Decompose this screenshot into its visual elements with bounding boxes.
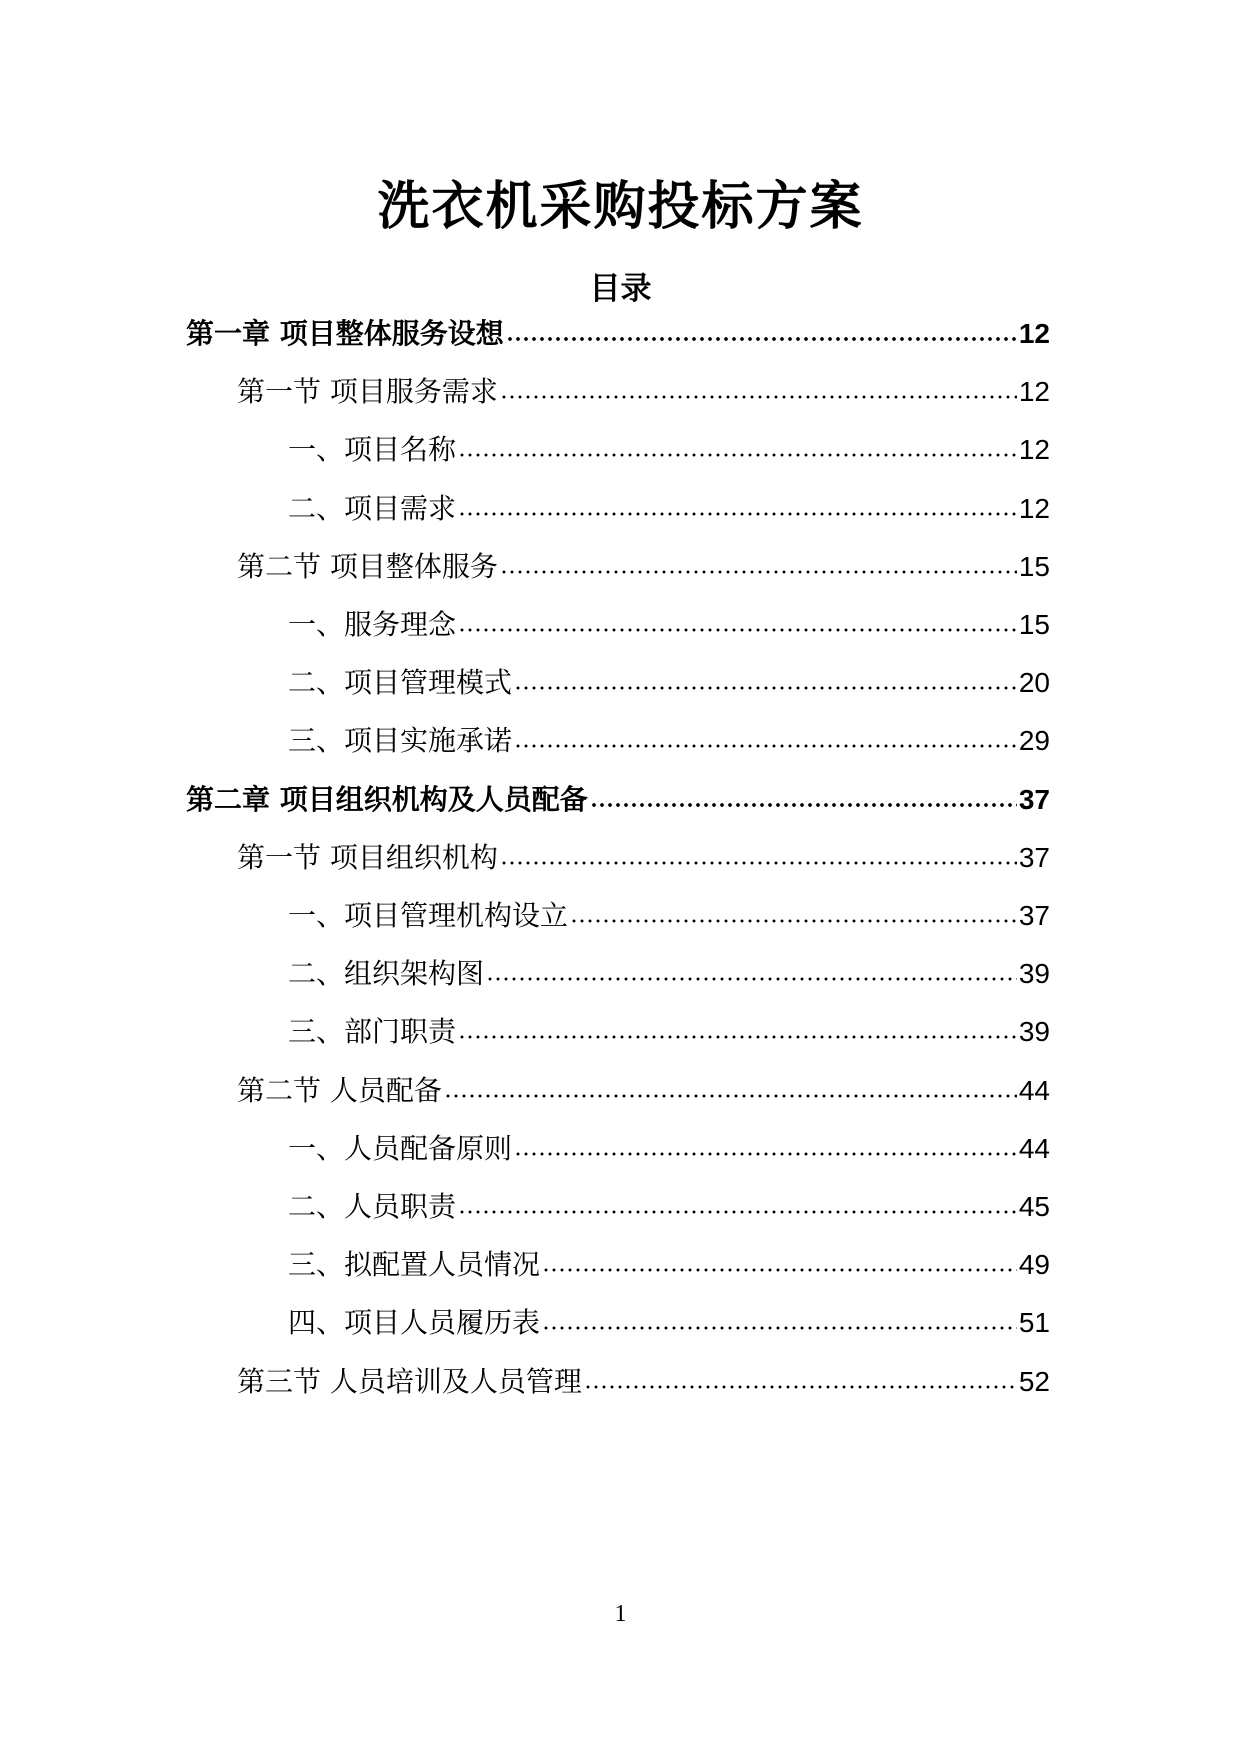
- toc-entry-label: 三、项目实施承诺: [288, 724, 513, 758]
- toc-entry[interactable]: [288, 1243, 1050, 1287]
- toc-entry-page: 49: [1018, 1249, 1050, 1281]
- document-title: 洗衣机采购投标方案: [377, 177, 864, 237]
- toc-leader-dots: [514, 685, 1017, 691]
- toc-heading: 目录: [589, 271, 652, 307]
- toc-leader-dots: [458, 452, 1017, 458]
- toc-leader-dots: [458, 627, 1017, 633]
- toc-entry-label: 第二章 项目组织机构及人员配备: [186, 782, 588, 816]
- toc-entry-label: 一、项目管理机构设立: [288, 899, 569, 932]
- toc-entry[interactable]: [288, 719, 1050, 763]
- toc-entry-label: 四、项目人员履历表: [288, 1306, 541, 1340]
- toc-entry-label: 一、服务理念: [288, 608, 457, 641]
- toc-entry-page: 37: [1018, 841, 1050, 873]
- toc-leader-dots: [514, 1151, 1017, 1157]
- toc-entry-label: 第二节 人员配备: [237, 1073, 442, 1107]
- toc-entry-label: 二、项目需求: [288, 491, 457, 525]
- toc-entry-label: 第一章 项目整体服务设想: [186, 317, 504, 350]
- toc-entry-page: 37: [1018, 900, 1050, 931]
- page-number: 1: [614, 1601, 627, 1627]
- toc-entry-page: 44: [1018, 1132, 1050, 1164]
- toc-entry[interactable]: [288, 1301, 1050, 1345]
- toc-entry-page: 51: [1018, 1307, 1050, 1339]
- toc-leader-dots: [486, 976, 1017, 982]
- toc-entry-label: 第二节 项目整体服务: [237, 549, 498, 583]
- toc-leader-dots: [458, 1209, 1017, 1215]
- toc-entry-label: 第一节 项目服务需求: [237, 375, 498, 409]
- toc-entry[interactable]: [288, 894, 1050, 938]
- toc-leader-dots: [570, 918, 1017, 924]
- toc-leader-dots: [500, 569, 1017, 575]
- toc-entry-page: 37: [1018, 783, 1050, 815]
- toc-entry-page: 39: [1018, 958, 1050, 990]
- toc-entry[interactable]: [288, 428, 1050, 472]
- toc-entry[interactable]: [237, 1069, 1050, 1113]
- toc-entry-label: 二、组织架构图: [288, 957, 485, 991]
- toc-leader-dots: [542, 1325, 1017, 1331]
- toc-entry-page: 52: [1018, 1365, 1050, 1397]
- toc-entry[interactable]: [237, 836, 1050, 880]
- toc-entry[interactable]: [288, 1127, 1050, 1171]
- toc-entry-page: 45: [1018, 1191, 1050, 1222]
- toc-entry-page: 29: [1018, 725, 1050, 757]
- toc-entry[interactable]: [288, 1185, 1050, 1229]
- toc-entry-label: 一、项目名称: [288, 433, 457, 467]
- toc-entry-page: 12: [1018, 492, 1050, 524]
- toc-leader-dots: [506, 336, 1017, 342]
- toc-entry-label: 二、人员职责: [288, 1190, 457, 1223]
- toc-leader-dots: [458, 511, 1017, 517]
- toc-leader-dots: [500, 394, 1017, 400]
- toc-entry-page: 12: [1018, 376, 1050, 408]
- toc-entry-label: 第三节 人员培训及人员管理: [237, 1364, 582, 1398]
- toc-entry-label: 三、拟配置人员情况: [288, 1248, 541, 1282]
- toc-entry-label: 二、项目管理模式: [288, 666, 513, 700]
- toc-entry[interactable]: [237, 545, 1050, 589]
- toc-leader-dots: [458, 1034, 1017, 1040]
- toc-entry[interactable]: [288, 952, 1050, 996]
- toc-entry[interactable]: [186, 312, 1050, 356]
- toc-entry[interactable]: [288, 661, 1050, 705]
- toc-entry[interactable]: [288, 603, 1050, 647]
- toc-leader-dots: [584, 1384, 1017, 1390]
- toc-leader-dots: [542, 1267, 1017, 1273]
- toc-entry-page: 12: [1018, 434, 1050, 466]
- toc-entry-page: 20: [1018, 667, 1050, 699]
- toc-entry[interactable]: [288, 487, 1050, 531]
- toc-leader-dots: [514, 743, 1017, 749]
- toc-leader-dots: [590, 802, 1017, 808]
- toc-entry-page: 12: [1018, 318, 1050, 349]
- toc-entry[interactable]: [237, 1360, 1050, 1404]
- toc-entry-label: 第一节 项目组织机构: [237, 840, 498, 874]
- toc-entry-page: 44: [1018, 1074, 1050, 1106]
- toc-entry-page: 15: [1018, 609, 1050, 640]
- toc-entry-page: 39: [1018, 1016, 1050, 1048]
- toc-entry[interactable]: [288, 1010, 1050, 1054]
- toc-entry-label: 三、部门职责: [288, 1015, 457, 1049]
- toc-entry[interactable]: [186, 778, 1050, 822]
- toc-leader-dots: [500, 860, 1017, 866]
- toc-leader-dots: [444, 1093, 1017, 1099]
- toc-entry-page: 15: [1018, 550, 1050, 582]
- toc-entry-label: 一、人员配备原则: [288, 1131, 513, 1165]
- toc-entry[interactable]: [237, 370, 1050, 414]
